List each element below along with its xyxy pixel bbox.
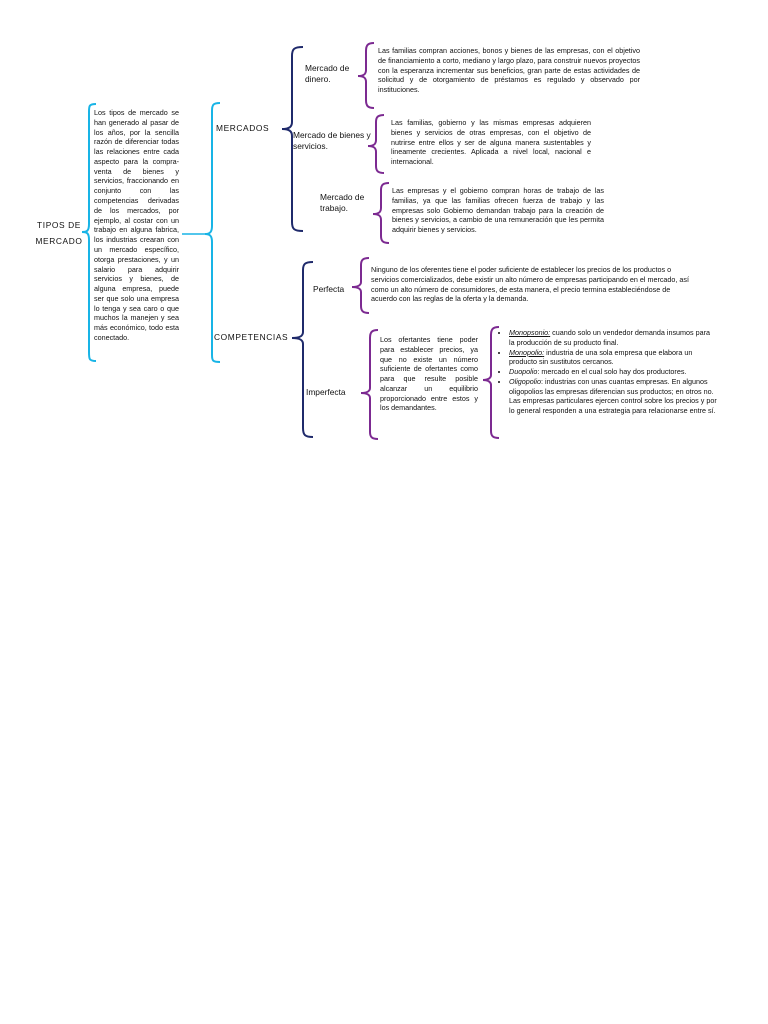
- type-text: mercado en el cual solo hay dos productores.: [541, 367, 687, 377]
- trabajo-brace: [373, 183, 389, 243]
- type-text: industria de una sola empresa que elabora un producto sin sustitutos cercanos.: [509, 347, 693, 367]
- imperfecta-types: [499, 328, 717, 416]
- type-item: • Monopolio: industria de una sola empresa que elabora un producto sin sustitutos cercanos.: [509, 348, 717, 368]
- competencias-brace: [292, 262, 313, 437]
- type-term: Monopolio: [509, 347, 543, 357]
- type-term: Duopolio: [509, 367, 538, 377]
- root-title-line2: MERCADO: [35, 235, 83, 246]
- imperfecta-types-list: [499, 328, 717, 416]
- main-brace: [205, 103, 220, 362]
- perfecta-name: Perfecta: [313, 284, 345, 294]
- type-item: • Oligopolio: industrias con unas cuantas empresas. En algunos oligopolios las empresas diferencian sus productos; en otros no. Las empresas particulares ejercen control sobre los precios y por lo general responden a una estrategia para relacionarse entre sí.: [509, 377, 717, 416]
- competencias-label: COMPETENCIAS: [214, 332, 289, 342]
- type-item: • Duopolio: mercado en el cual solo hay dos productores.: [509, 367, 717, 377]
- type-text: cuando solo un vendedor demanda insumos para la producción de su producto final.: [509, 328, 711, 347]
- root-title: [33, 220, 85, 247]
- root-title-line1: TIPOS DE: [37, 220, 81, 230]
- mercado-bienes-description: Las familias, gobierno y las mismas empresas adquieren bienes y servicios de otras empresas, con el objetivo de nutrirse entre ellos y ser de alguna manera sustentables y lineamente crecientes. Aplicada a nivel local, nacional e internacional.: [391, 118, 591, 167]
- mercado-trabajo-name: Mercado de trabajo.: [320, 192, 365, 213]
- imperfecta-description: Los ofertantes tiene poder para establecer precios, ya que no existe un número suficiente de ofertantes como para que resulte posible alcanzar un equilibrio proporcionado entre estos y los demandantes.: [380, 335, 478, 413]
- imperfecta-name: Imperfecta: [306, 387, 346, 397]
- root-description: Los tipos de mercado se han generado al pasar de los años, por la sencilla razón de diferenciar todas las relaciones entre cada aspecto para la compra-venta de bienes y servicios, fraccionando en conjunto con las competencias derivadas de los mercados, por ejemplo, al costar con un trabajo en alguna fabrica, los industrias crearan con un mercado específico, otorga prestaciones, y un salario para adquirir servicios y bienes, de alguna empresa, puede ser que solo una empresa lo tenga y sea caro o que muchos la manejen y sea más económico, todo esta conectado.: [94, 108, 179, 342]
- imperfecta-brace: [361, 330, 378, 439]
- type-term: Oligopolio: [509, 376, 541, 386]
- type-term: Monopsonio: [509, 328, 549, 337]
- mercado-dinero-name: Mercado de dinero.: [305, 63, 350, 84]
- perfecta-description: Ninguno de los oferentes tiene el poder suficiente de establecer los precios de los productos o servicios comercializados, debe existir un alto número de empresas participando en el mercado, así como un alto número de consumidores, de esta manera, el precio termina estableciéndose de acuerdo con las reglas de la oferta y la demanda.: [371, 265, 690, 304]
- mercados-label: MERCADOS: [216, 123, 270, 133]
- type-item: • Monopsonio: cuando solo un vendedor demanda insumos para la producción de su producto final.: [509, 328, 717, 348]
- mercado-trabajo-description: Las empresas y el gobierno compran horas de trabajo de las familias, ya que las familias ofrecen fuerza de trabajo y las empresas solo Gobierno demandan trabajo para la creación de bienes y servicios, a cambio de una remuneración que les permita adquirir bienes y servicios.: [392, 186, 604, 235]
- perfecta-brace: [352, 258, 369, 313]
- mercado-bienes-name: Mercado de bienes y servicios.: [293, 130, 371, 151]
- type-text: industrias con unas cuantas empresas. En algunos oligopolios las empresas diferencian sus productos; en otros no. Las empresas particulares ejercen control sobre los precios y por lo general responden a una estrategia para relacionarse entre sí.: [509, 376, 717, 416]
- mercado-dinero-description: Las familias compran acciones, bonos y bienes de las empresas, con el objetivo de financiamiento a corto, mediano y largo plazo, para construir nuevos proyectos con la esperanza incrementar sus beneficios, gran parte de estas actividades de solicitud y de otorgamiento de préstamos es regulado y observado por instituciones.: [378, 46, 640, 95]
